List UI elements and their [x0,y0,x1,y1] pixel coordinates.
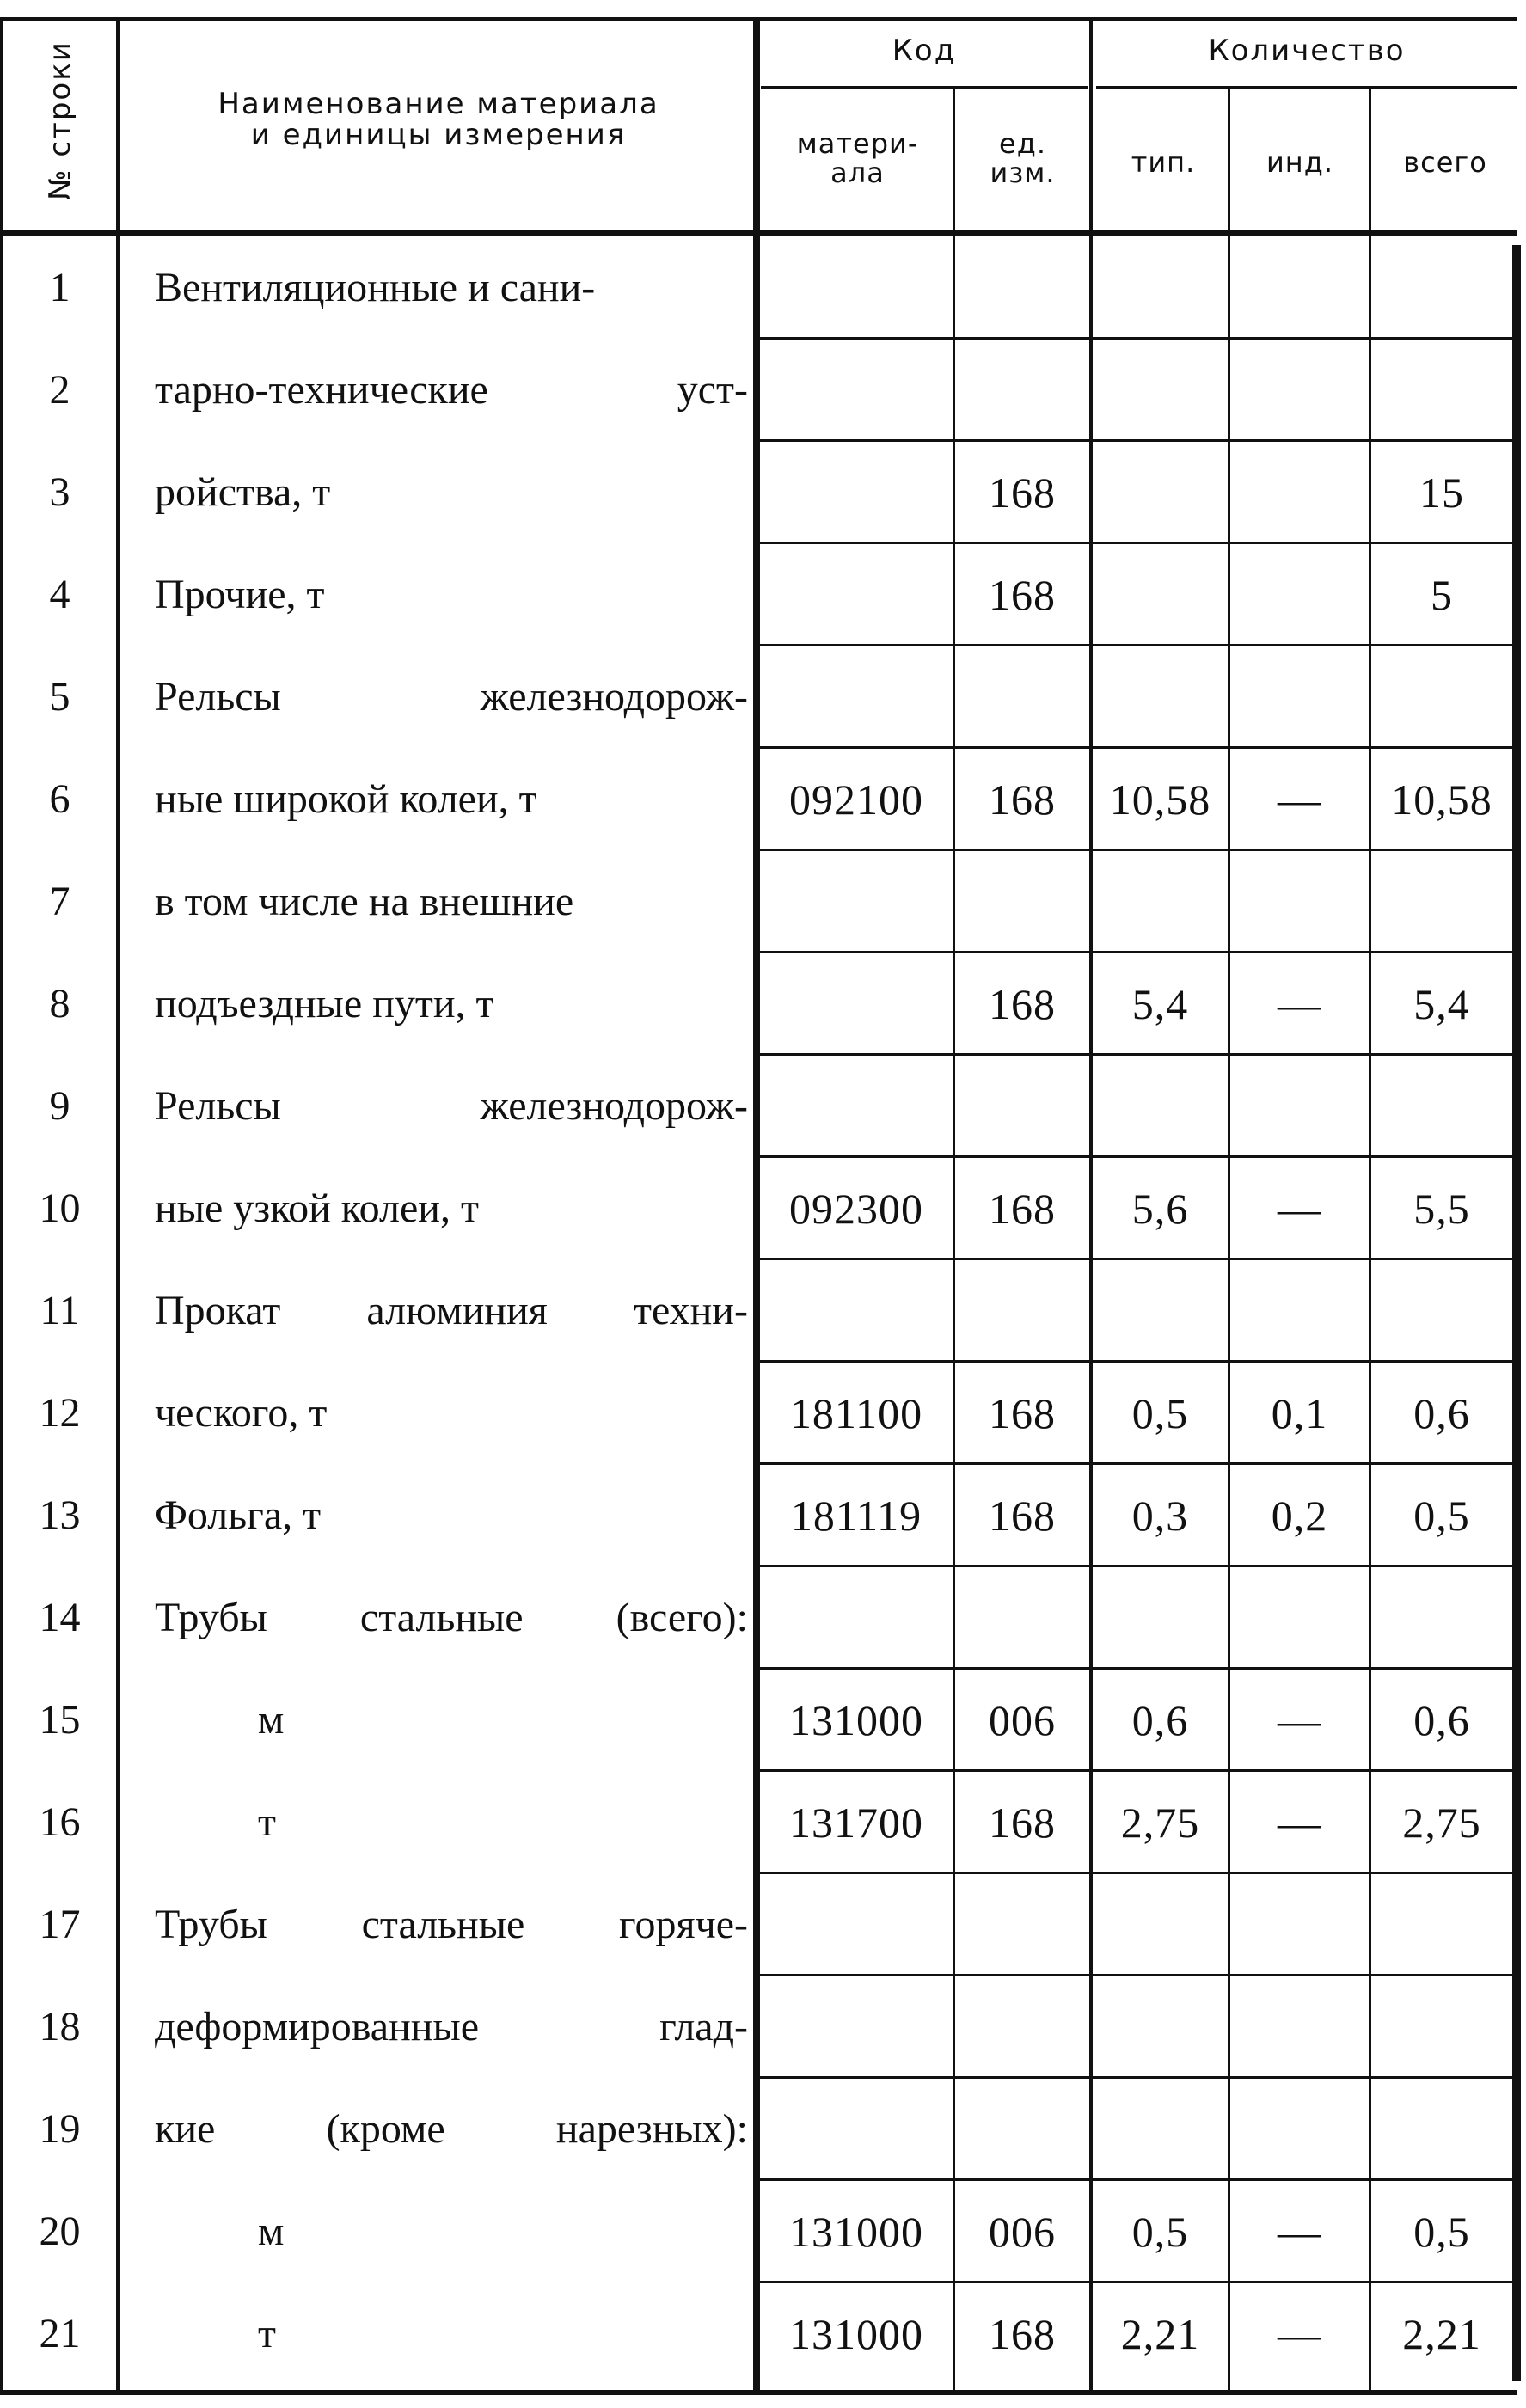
code-unit-cell: 168 [989,1798,1056,1847]
qty-typ-cell [1093,1055,1228,1157]
qty-typ-cell [1093,646,1228,748]
code-material-cell [760,339,953,441]
row-divider [760,2178,1517,2181]
row-divider [760,1769,1517,1772]
code-material-header [761,112,954,206]
code-unit-cell: 168 [989,1388,1056,1437]
code-material-cell: 092300 [789,1184,923,1233]
qty-ind-cell [1230,1259,1369,1362]
row-number-cell: 13 [39,1492,81,1538]
code-material-cell: 131000 [789,2309,923,2358]
qty-typ-cell [1093,1873,1228,1976]
qty-ind-cell [1230,339,1369,441]
table-bottom-rule [0,2390,1517,2395]
qty-ind-cell: — [1278,1695,1321,1744]
code-unit-cell: 168 [989,1184,1056,1233]
qty-typ-cell: 0,3 [1131,1491,1189,1540]
code-material-cell [760,1566,953,1669]
material-name-cell: Вентиляционные и сани- [155,265,596,310]
qty-typ-cell: 10,58 [1109,775,1211,824]
quantity-group-header [1096,26,1517,77]
code-material-cell: 131000 [789,2207,923,2256]
row-number-cell: 12 [39,1390,81,1436]
material-name-cell: м [258,2209,285,2254]
material-name-cell: Прочие, т [155,572,325,617]
material-name-cell: в том числе на внешние [155,879,574,924]
qty-total-cell: 0,6 [1413,1695,1470,1744]
material-name-cell: Трубы стальные (всего): [155,1595,748,1640]
material-name-cell: Прокат алюминия техни- [155,1288,748,1333]
qty-total-cell: 0,6 [1413,1388,1470,1437]
row-divider [760,1155,1517,1158]
code-unit-cell: 168 [989,2309,1056,2358]
qty-typ-cell [1093,1976,1228,2078]
qty-typ-cell: 2,21 [1120,2309,1200,2358]
code-material-cell [760,1055,953,1157]
row-divider [760,1462,1517,1465]
qty-typ-cell [1093,236,1228,339]
qty-typ-cell [1093,1259,1228,1362]
quantity-total-header-text: всего [1403,146,1487,180]
code-unit-cell: 168 [989,1491,1056,1540]
qty-typ-cell: 5,4 [1131,979,1189,1028]
code-unit-cell: 168 [989,775,1056,824]
code-group-underline [761,86,1088,89]
name-col-rule [753,17,760,2390]
code-material-header-line2: ала [830,156,885,189]
material-name-cell: Рельсы железнодорож- [155,1083,748,1129]
code-material-cell [760,850,953,953]
material-name-header-line2: и единицы измерения [250,118,627,152]
code-material-cell: 131700 [789,1798,923,1847]
qty-ind-cell: — [1278,979,1321,1028]
row-divider [760,2076,1517,2079]
qty-ind-cell [1230,646,1369,748]
quantity-group-underline [1096,86,1517,89]
qty-typ-cell [1093,543,1228,646]
row-divider [760,337,1517,340]
qty-total-cell [1371,1566,1512,1669]
code-material-cell: 131000 [789,1695,923,1744]
row-divider [760,1974,1517,1976]
qty-typ-cell [1093,339,1228,441]
qty-typ-cell: 5,6 [1131,1184,1189,1233]
qty-total-cell: 5,5 [1413,1184,1470,1233]
qty-total-cell: 5,4 [1413,979,1470,1028]
code-col-rule [1089,17,1093,2390]
code-unit-cell: 006 [989,2207,1056,2256]
qty-ind-cell [1230,543,1369,646]
material-name-cell: ные узкой колеи, т [155,1186,479,1231]
row-number-cell: 16 [39,1799,81,1845]
material-name-cell: Трубы стальные горяче- [155,1902,748,1947]
qty-typ-cell [1093,441,1228,543]
qty-ind-cell [1230,441,1369,543]
qty-typ-cell: 0,5 [1131,2207,1189,2256]
material-name-cell: деформированные глад- [155,2004,748,2050]
code-unit-header-line1: ед. [999,127,1046,161]
row-number-cell: 4 [49,572,70,617]
qty-total-cell [1371,850,1512,953]
qty-ind-cell [1230,2078,1369,2180]
row-number-cell: 18 [39,2004,81,2050]
row-divider [760,849,1517,851]
code-material-cell [760,953,953,1055]
row-divider [760,1667,1517,1670]
qty-typ-cell: 0,5 [1131,1388,1189,1437]
code-unit-cell: 168 [989,979,1056,1028]
row-divider [760,1360,1517,1363]
row-number-cell: 19 [39,2106,81,2152]
qty-total-cell: 0,5 [1413,2207,1470,2256]
row-number-header [34,34,86,206]
qty-total-cell [1371,236,1512,339]
qty-total-cell [1371,1873,1512,1976]
row-divider [760,2281,1517,2283]
material-name-cell: м [258,1697,285,1743]
row-number-cell: 20 [39,2209,81,2254]
code-unit-cell [955,236,1089,339]
qty-ind-cell: 0,2 [1271,1491,1328,1540]
row-divider [760,746,1517,749]
code-material-cell: 181100 [789,1388,923,1437]
code-unit-cell: 168 [989,570,1056,619]
quantity-typ-header-text: тип. [1131,146,1196,180]
code-material-cell [760,1873,953,1976]
code-unit-header-line2: изм. [990,156,1056,189]
row-number-cell: 6 [49,776,70,822]
qty-typ-cell [1093,1566,1228,1669]
material-name-header-line1: Наименование материала [218,87,659,122]
qty-total-cell [1371,1976,1512,2078]
qty-total-cell [1371,1259,1512,1362]
quantity-group-header-text: Количество [1208,34,1406,69]
row-number-cell: 14 [39,1595,81,1640]
material-name-cell: Фольга, т [155,1492,322,1538]
qty-total-cell: 10,58 [1391,775,1492,824]
qty-total-cell: 2,75 [1402,1798,1481,1847]
qty-ind-cell [1230,1873,1369,1976]
row-number-cell: 10 [39,1186,81,1231]
row-divider [760,1872,1517,1874]
qty-ind-cell: — [1278,1798,1321,1847]
qty-typ-cell: 0,6 [1131,1695,1189,1744]
qty-typ-cell [1093,850,1228,953]
code-material-cell [760,2078,953,2180]
code-material-cell: 181119 [790,1491,922,1540]
code-unit-cell [955,850,1089,953]
material-name-cell: ройства, т [155,469,331,515]
right-edge-rule [1512,245,1521,2381]
material-name-cell: тарно-технические уст- [155,367,748,413]
quantity-typ-header [1099,129,1228,198]
code-unit-header [956,112,1089,206]
material-name-cell: ческого, т [155,1390,328,1436]
material-name-cell: т [258,1799,276,1845]
ind-col-rule [1369,86,1371,2390]
qty-ind-cell [1230,850,1369,953]
row-divider [760,644,1517,646]
code-material-cell [760,236,953,339]
typ-col-rule [1228,86,1230,2390]
qty-ind-cell [1230,1055,1369,1157]
material-col-rule [953,86,955,2390]
qty-total-cell [1371,2078,1512,2180]
code-unit-cell: 006 [989,1695,1056,1744]
qty-ind-cell: — [1278,1184,1321,1233]
code-group-header [761,26,1088,77]
no-col-rule [116,17,120,2390]
material-name-cell: кие (кроме нарезных): [155,2106,748,2152]
code-unit-cell [955,2078,1089,2180]
row-divider [760,951,1517,953]
quantity-ind-header [1231,129,1369,198]
code-unit-cell [955,1976,1089,2078]
row-number-cell: 21 [39,2311,81,2356]
code-material-cell: 092100 [789,775,923,824]
row-number-cell: 9 [49,1083,70,1129]
code-unit-cell [955,1259,1089,1362]
qty-total-cell: 2,21 [1402,2309,1481,2358]
code-unit-cell [955,1873,1089,1976]
qty-total-cell [1371,646,1512,748]
code-unit-cell [955,1055,1089,1157]
row-divider [760,1565,1517,1567]
row-number-cell: 8 [49,981,70,1026]
material-name-header [120,82,757,159]
code-unit-cell [955,646,1089,748]
row-divider [760,1258,1517,1260]
qty-total-cell: 0,5 [1413,1491,1470,1540]
qty-total-cell: 5 [1431,570,1453,619]
row-number-cell: 15 [39,1697,81,1743]
code-group-header-text: Код [892,34,957,69]
row-number-cell: 1 [49,265,70,310]
row-number-cell: 3 [49,469,70,515]
row-divider [760,542,1517,544]
material-name-cell: т [258,2311,276,2356]
row-number-header-text: № строки [43,40,77,200]
code-unit-cell: 168 [989,468,1056,517]
qty-total-cell [1371,1055,1512,1157]
code-material-cell [760,1259,953,1362]
code-material-cell [760,441,953,543]
qty-ind-cell [1230,1566,1369,1669]
qty-ind-cell: — [1278,2207,1321,2256]
qty-ind-cell [1230,236,1369,339]
material-name-cell: подъездные пути, т [155,981,494,1026]
quantity-total-header [1372,129,1518,198]
code-material-header-line1: матери- [796,127,919,161]
row-number-cell: 5 [49,674,70,720]
row-number-cell: 7 [49,879,70,924]
quantity-ind-header-text: инд. [1266,146,1333,180]
code-unit-cell [955,1566,1089,1669]
code-material-cell [760,1976,953,2078]
row-number-cell: 11 [40,1288,80,1333]
row-number-cell: 2 [49,367,70,413]
qty-typ-cell [1093,2078,1228,2180]
code-unit-cell [955,339,1089,441]
code-material-cell [760,543,953,646]
qty-total-cell [1371,339,1512,441]
material-name-cell: ные широкой колеи, т [155,776,537,822]
qty-total-cell: 15 [1419,468,1464,517]
row-divider [760,1053,1517,1056]
qty-typ-cell: 2,75 [1120,1798,1200,1847]
material-name-cell: Рельсы железнодорож- [155,674,748,720]
qty-ind-cell: 0,1 [1271,1388,1328,1437]
qty-ind-cell: — [1278,2309,1321,2358]
qty-ind-cell: — [1278,775,1321,824]
code-material-cell [760,646,953,748]
qty-ind-cell [1230,1976,1369,2078]
row-divider [760,439,1517,442]
row-number-cell: 17 [39,1902,81,1947]
